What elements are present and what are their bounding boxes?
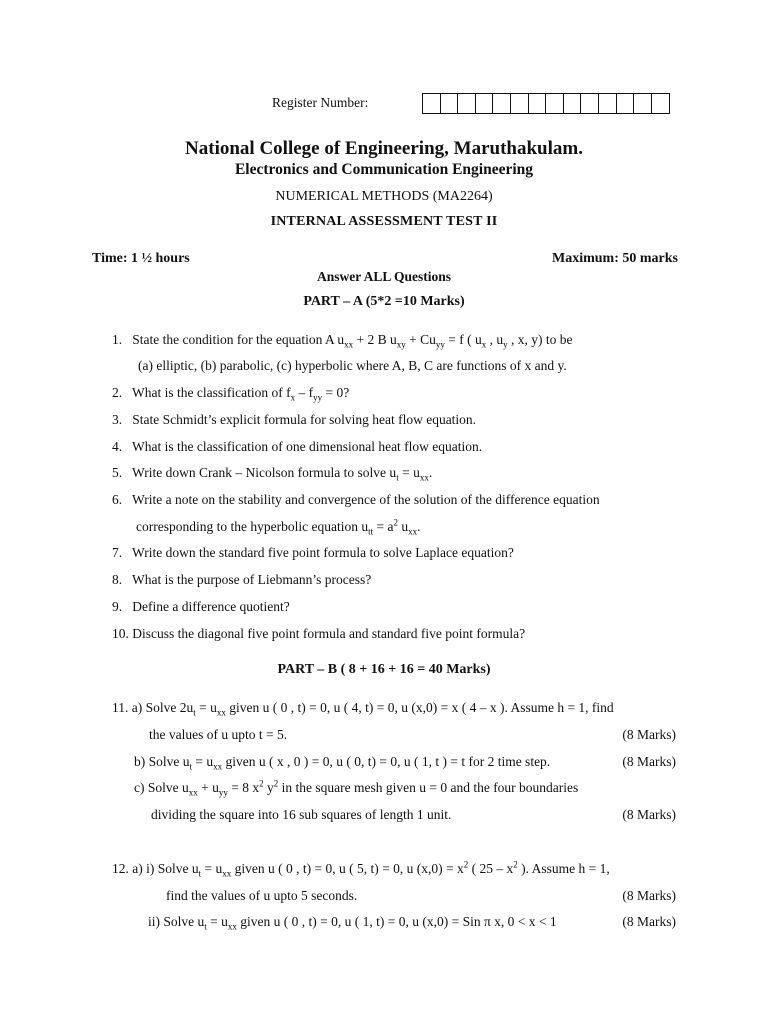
time-allowed: Time: 1 ½ hours bbox=[92, 251, 190, 266]
question-text: State the condition for the equation A u bbox=[132, 332, 345, 347]
register-box[interactable] bbox=[493, 94, 511, 113]
question-11b: b) Solve $u_t = u_{xx}$ given u ( x , 0 ) = 0, u ( 0, t) = 0, u ( 1, t ) = t for 2 time step. bbox=[134, 754, 551, 772]
register-number-boxes[interactable] bbox=[422, 93, 670, 114]
test-title: INTERNAL ASSESSMENT TEST II bbox=[270, 214, 498, 229]
register-box[interactable] bbox=[546, 94, 564, 113]
register-box[interactable] bbox=[529, 94, 547, 113]
question-number: 12. bbox=[112, 861, 129, 876]
register-box[interactable] bbox=[476, 94, 494, 113]
question-11a-line2: the values of u upto t = 5. bbox=[149, 727, 288, 742]
instruction: Answer ALL Questions bbox=[316, 269, 452, 284]
question-text: What is the classification of f bbox=[132, 385, 291, 400]
question-text: a) i) Solve u bbox=[132, 861, 199, 876]
question-text: Write a note on the stability and convergence of the solution of the difference equation bbox=[132, 492, 600, 507]
register-box[interactable] bbox=[441, 94, 459, 113]
question-number: 10. bbox=[112, 626, 129, 641]
question-text: in the square mesh given u = 0 and the four boundaries bbox=[281, 780, 579, 795]
question-text: Define a difference quotient? bbox=[132, 599, 290, 614]
question-9 bbox=[112, 599, 290, 615]
college-name: National College of Engineering, Maruthakulam. bbox=[185, 138, 583, 159]
marks-label: (8 Marks) bbox=[622, 888, 676, 903]
question-text: State Schmidt’s explicit formula for solving heat flow equation. bbox=[132, 412, 477, 427]
question-text: Write down the standard five point formula to solve Laplace equation? bbox=[132, 545, 514, 560]
question-text: corresponding to the hyperbolic equation u bbox=[136, 519, 369, 534]
question-1-line2: (a) elliptic, (b) parabolic, (c) hyperbolic where A, B, C are functions of x and y. bbox=[138, 358, 567, 373]
question-text: c) Solve u bbox=[134, 780, 189, 795]
question-1: 1. State the condition for the equation A $u_{xx} + 2$ B $u_{xy} + Cu_{yy} = f$ ( $u_x$ , $u_y$ , x, y) to be bbox=[112, 332, 573, 350]
question-number: 8. bbox=[112, 572, 123, 587]
register-box[interactable] bbox=[511, 94, 529, 113]
question-text: ). Assume h = 1, bbox=[521, 861, 610, 876]
question-number: 4. bbox=[112, 439, 123, 454]
question-10 bbox=[112, 626, 525, 642]
question-text: What is the purpose of Liebmann’s process? bbox=[132, 572, 372, 587]
question-number: 6. bbox=[112, 492, 123, 507]
question-text: given u ( 0 , t) = 0, u ( 5, t) = 0, u (x,0) = x bbox=[234, 861, 464, 876]
question-6 bbox=[112, 492, 600, 508]
question-5: 5. Write down Crank – Nicolson formula to solve $u_t = u_{xx}$. bbox=[112, 465, 433, 483]
register-box[interactable] bbox=[564, 94, 582, 113]
marks-label: (8 Marks) bbox=[622, 914, 676, 929]
question-number: 3. bbox=[112, 412, 123, 427]
question-text: ii) Solve u bbox=[148, 914, 205, 929]
department-name: Electronics and Communication Engineering bbox=[234, 161, 534, 178]
question-text: Write down Crank – Nicolson formula to solve u bbox=[132, 465, 397, 480]
question-text: given u ( x , 0 ) = 0, u ( 0, t) = 0, u ( 1, t ) = t for 2 time step. bbox=[225, 754, 551, 769]
question-text: Discuss the diagonal five point formula and standard five point formula? bbox=[132, 626, 526, 641]
question-text: a) Solve 2u bbox=[131, 700, 194, 715]
register-number-label: Register Number: bbox=[272, 95, 369, 110]
question-text: b) Solve u bbox=[134, 754, 190, 769]
register-box[interactable] bbox=[617, 94, 635, 113]
question-number: 1. bbox=[112, 332, 123, 347]
register-box[interactable] bbox=[423, 94, 441, 113]
register-box[interactable] bbox=[581, 94, 599, 113]
maximum-marks: Maximum: 50 marks bbox=[552, 251, 678, 266]
question-12ai-line2: find the values of u upto 5 seconds. bbox=[166, 888, 358, 903]
marks-label: (8 Marks) bbox=[622, 754, 676, 769]
question-2: 2. What is the classification of $f_x - f_{yy} = 0$? bbox=[112, 385, 350, 403]
part-a-title: PART – A (5*2 =10 Marks) bbox=[303, 294, 465, 309]
question-text: What is the classification of one dimensional heat flow equation. bbox=[132, 439, 483, 454]
question-number: 2. bbox=[112, 385, 123, 400]
register-box[interactable] bbox=[458, 94, 476, 113]
register-box[interactable] bbox=[599, 94, 617, 113]
question-11a: 11. a) Solve $2u_t = u_{xx}$ given u ( 0 , t) = 0, u ( 4, t) = 0, u (x,0) = x ( 4 – x ). Assume h = 1, find bbox=[112, 700, 614, 718]
question-3 bbox=[112, 412, 476, 428]
question-11c-line2: dividing the square into 16 sub squares of length 1 unit. bbox=[151, 807, 452, 822]
question-12ai: 12. a) i) Solve $u_t = u_{xx}$ given u ( 0 , t) = 0, u ( 5, t) = 0, u $(x,0) = x^2$ ( $25 - x^2$ ). Assume h = 1, bbox=[112, 859, 610, 879]
part-b-title: PART – B ( 8 + 16 + 16 = 40 Marks) bbox=[277, 662, 491, 677]
question-number: 5. bbox=[112, 465, 123, 480]
question-8 bbox=[112, 572, 371, 588]
course-title: NUMERICAL METHODS (MA2264) bbox=[275, 189, 493, 204]
question-4 bbox=[112, 439, 482, 455]
question-11c: c) Solve $u_{xx} + u_{yy} = 8$ $x^2$ $y^2$ in the square mesh given u = 0 and the four boundaries bbox=[134, 778, 579, 798]
question-6-line2: corresponding to the hyperbolic equation $u_{tt} = a^2$ $u_{xx}$. bbox=[136, 517, 421, 537]
marks-label: (8 Marks) bbox=[622, 807, 676, 822]
question-text: given u ( 0 , t) = 0, u ( 4, t) = 0, u (x,0) = x ( 4 – x ). Assume h = 1, find bbox=[229, 700, 614, 715]
question-number: 9. bbox=[112, 599, 123, 614]
question-text: given u ( 0 , t) = 0, u ( 1, t) = 0, u (x,0) = Sin π x, 0 < x < 1 bbox=[240, 914, 557, 929]
register-box[interactable] bbox=[652, 94, 670, 113]
marks-label: (8 Marks) bbox=[622, 727, 676, 742]
question-number: 7. bbox=[112, 545, 123, 560]
question-12aii: ii) Solve $u_t = u_{xx}$ given u ( 0 , t) = 0, u ( 1, t) = 0, u (x,0) = Sin π x, 0 < x < 1 bbox=[148, 914, 557, 932]
question-7 bbox=[112, 545, 514, 561]
question-number: 11. bbox=[112, 700, 129, 715]
register-box[interactable] bbox=[634, 94, 652, 113]
